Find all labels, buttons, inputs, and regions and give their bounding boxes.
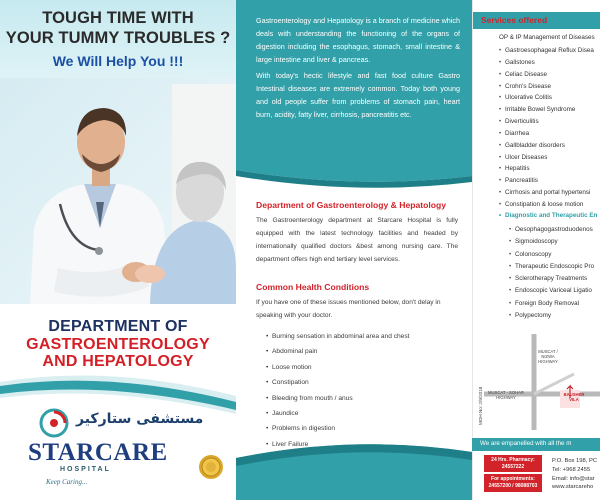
service-item: • Cirrhosis and portal hypertensi bbox=[499, 187, 594, 199]
diagnostic-list bbox=[509, 224, 594, 322]
info-panel bbox=[236, 0, 472, 500]
department-title-line3: AND HEPATOLOGY bbox=[42, 353, 194, 370]
address-line: www.starcareho bbox=[552, 484, 594, 491]
service-item: • Gallstones bbox=[499, 57, 594, 69]
condition-item: • Liver Failure bbox=[266, 437, 409, 452]
diagnostic-item: • Sigmoidoscopy bbox=[509, 236, 594, 248]
accreditation-seal-icon bbox=[198, 454, 224, 480]
diagnostic-item: • Polypectomy bbox=[509, 310, 594, 322]
diagnostic-item: • Therapeutic Endoscopic Pro bbox=[509, 261, 594, 273]
diagnostic-title: • Diagnostic and Therapeutic En bbox=[499, 212, 597, 219]
condition-item: • Abdominal pain bbox=[266, 344, 409, 359]
condition-item: • Bleeding from mouth / anus bbox=[266, 391, 409, 406]
map-label-bausher: BAUSHER VILA bbox=[563, 392, 585, 402]
pharmacy-box bbox=[484, 455, 542, 472]
intro-paragraph: With today's hectic lifestyle and fast food culture Gastro Intestinal diseases are extremely common. Today both young and old people suffer from problems of stomach pain, heart burn, acidity, fatty liver, cirrhosis, pancreatitis etc. bbox=[256, 71, 460, 119]
condition-item: • Burning sensation in abdominal area and chest bbox=[266, 329, 409, 344]
doctor-patient-photo bbox=[0, 78, 236, 304]
map-label-sohar: MUSCAT - SOHAR HIGHWAY bbox=[488, 390, 524, 400]
service-item: • Constipation & loose motion bbox=[499, 199, 594, 211]
conditions-intro: If you have one of these issues mentioned below, don't delay in speaking with your doctor. bbox=[256, 299, 441, 319]
department-title-line2: GASTROENTEROLOGY bbox=[26, 336, 210, 353]
service-item: • Irritable Bowel Syndrome bbox=[499, 104, 594, 116]
address-line: P.O. Box 198, PC bbox=[552, 458, 598, 464]
department-title-line1: DEPARTMENT OF bbox=[48, 318, 188, 335]
starcare-logo-icon bbox=[39, 408, 69, 438]
intro-text bbox=[256, 14, 460, 121]
services-list bbox=[499, 45, 594, 211]
service-item: • Ulcerative Colitis bbox=[499, 92, 594, 104]
conditions-title: Common Health Conditions bbox=[256, 282, 370, 292]
service-item: • Crohn's Disease bbox=[499, 81, 594, 93]
contact-address bbox=[552, 457, 597, 492]
opd-line: OP & IP Management of Diseases bbox=[499, 34, 595, 41]
dept-section-title: Department of Gastroenterology & Hepatology bbox=[256, 200, 447, 210]
service-item: • Gastroesophageal Reflux Disea bbox=[499, 45, 594, 57]
address-line: Tel: +968 2455 bbox=[552, 466, 591, 473]
diagnostic-item: • Sclerotherapy Treatments bbox=[509, 273, 594, 285]
cover-headline-line1: TOUGH TIME WITH bbox=[42, 9, 194, 27]
info-panel-bottom-wave bbox=[236, 428, 472, 500]
service-item: • Ulcer Diseases bbox=[499, 152, 594, 164]
service-item: • Gallbladder disorders bbox=[499, 140, 594, 152]
dept-section-text: The Gastroenterology department at Starcare Hospital is fully equipped with the latest technology facilities and headed by internationally qualified doctors &best among nursing care. The department offers high end tertiary level services. bbox=[256, 217, 458, 263]
address-line: Email: info@star bbox=[552, 475, 595, 482]
appointments-number: 24557200 / 98088703 bbox=[488, 482, 538, 489]
service-item: • Celiac Disease bbox=[499, 69, 594, 81]
cover-tagline: We Will Help You !!! bbox=[52, 53, 184, 69]
appointments-label: For appointments: bbox=[491, 476, 535, 482]
appointments-box bbox=[484, 474, 542, 492]
condition-item: • Constipation bbox=[266, 375, 409, 390]
map-label-nizwa: MUSCAT / NIZWA HIGHWAY bbox=[538, 349, 558, 364]
diagnostic-item: • Oesophagogastroduodenos bbox=[509, 224, 594, 236]
logo-subtitle: HOSPITAL bbox=[60, 466, 111, 473]
moh-number: MOH No: 2/9/2018 bbox=[478, 386, 483, 425]
diagnostic-item: • Endoscopic Variceal Ligatio bbox=[509, 285, 594, 297]
condition-item: • Problems in digestion bbox=[266, 421, 409, 436]
condition-item: • Loose motion bbox=[266, 360, 409, 375]
service-item: • Pancreatitis bbox=[499, 175, 594, 187]
cover-headline-line2: YOUR TUMMY TROUBLES ? bbox=[5, 29, 231, 47]
service-item: • Diverticulitis bbox=[499, 116, 594, 128]
service-item: • Hepatitis bbox=[499, 163, 594, 175]
diagnostic-item: • Colonoscopy bbox=[509, 249, 594, 261]
pharmacy-label: 24 Hrs. Pharmacy: bbox=[491, 457, 535, 463]
services-title: Services offered bbox=[481, 15, 548, 25]
condition-item: • Jaundice bbox=[266, 406, 409, 421]
intro-paragraph: Gastroenterology and Hepatology is a branch of medicine which deals with understanding the functioning of the organs of digestion including the esophagus, stomach, small intestine & large intestine and liver & pancreas. bbox=[256, 16, 460, 64]
service-item: • Diarrhea bbox=[499, 128, 594, 140]
cover-swoosh bbox=[0, 372, 236, 500]
diagnostic-item: • Foreign Body Removal bbox=[509, 298, 594, 310]
logo-arabic-text: مستشفى ستاركير bbox=[76, 411, 204, 427]
empanelled-text: We are empanelled with all the m bbox=[480, 440, 572, 447]
cover-panel bbox=[0, 0, 236, 500]
logo-script: Keep Caring... bbox=[46, 478, 88, 486]
logo-name: STARCARE bbox=[28, 439, 168, 466]
pharmacy-number: 24557222 bbox=[501, 463, 525, 470]
